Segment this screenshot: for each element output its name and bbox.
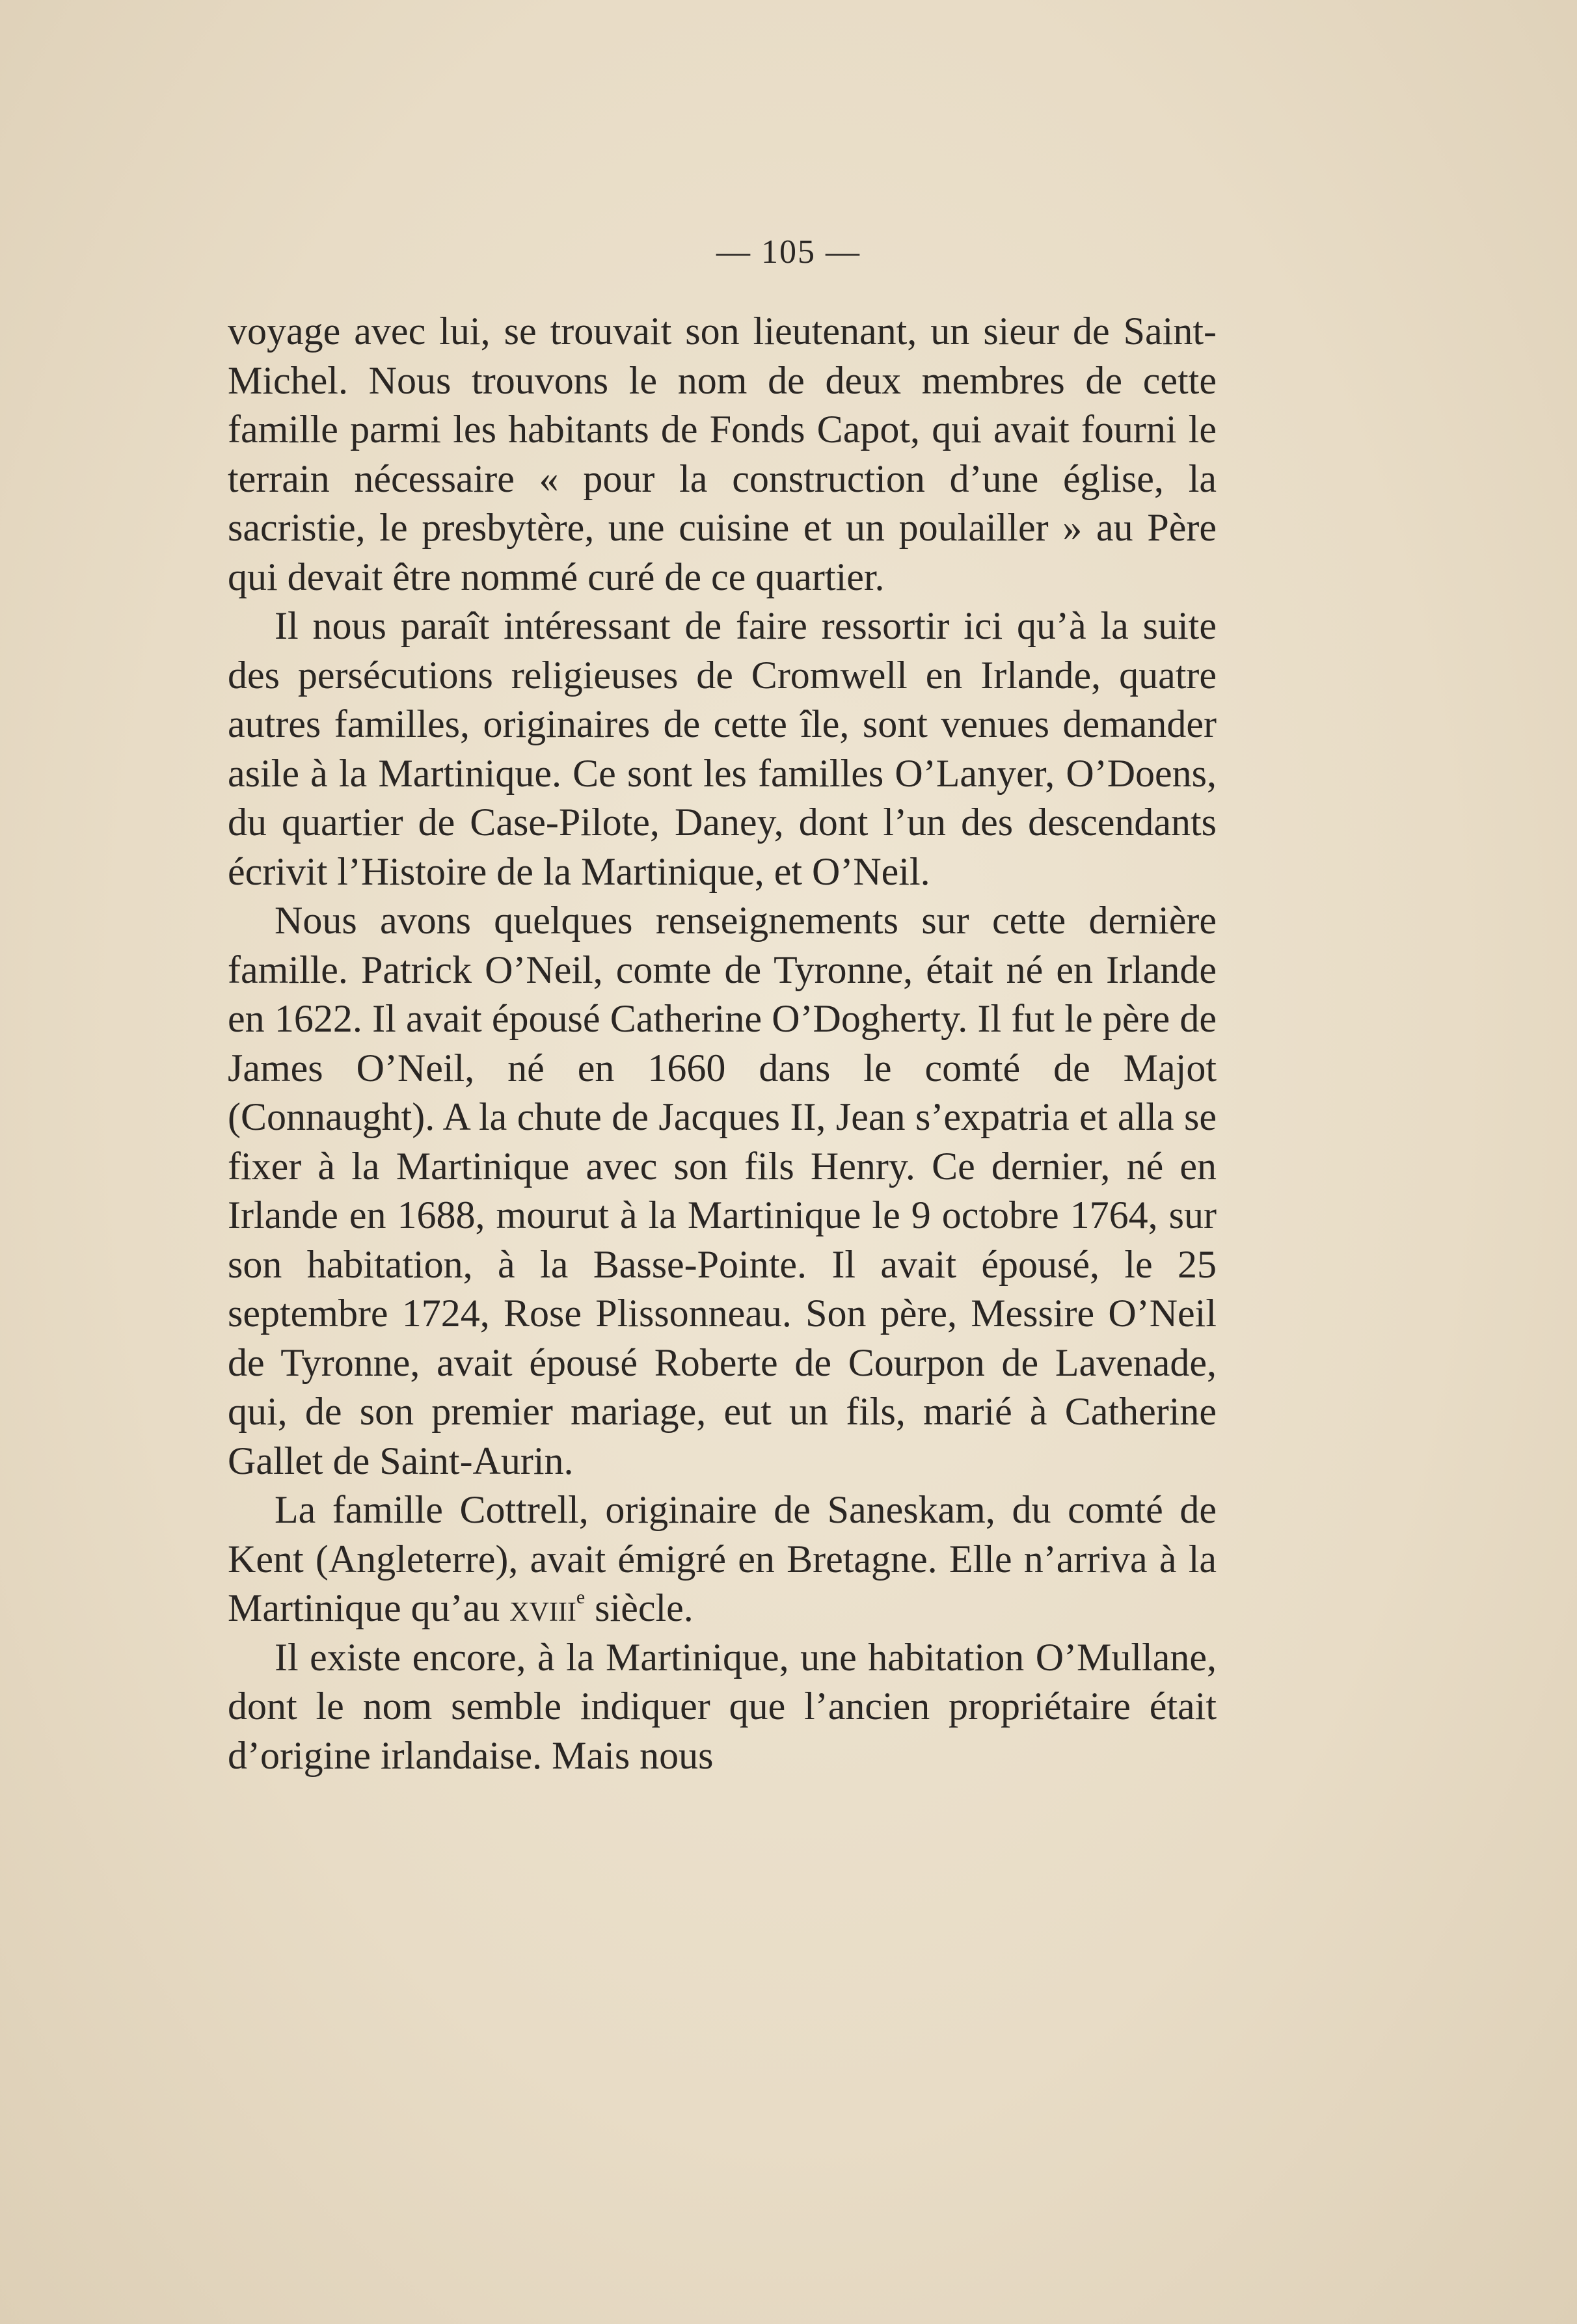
paragraph-4-text: La famille Cottrell, originaire de Saneskam, du comté de Kent (Angleterre), avait émigré en Bretagne. Elle n’arriva à la Martinique qu’au (228, 1488, 1217, 1629)
page-number: — 105 — (716, 234, 861, 271)
paragraph-2: Il nous paraît intéressant de faire ressortir ici qu’à la suite des persécutions religieuses de Cromwell en Irlande, quatre autres familles, originaires de cette île, sont venues demander asile à la Martinique. Ce sont les familles O’Lanyer, O’Doens, du quartier de Case-Pilote, Daney, dont l’un des descendants écrivit l’Histoire de la Martinique, et O’Neil. (228, 604, 1217, 893)
paragraph-5: Il existe encore, à la Martinique, une habitation O’Mullane, dont le nom semble indiquer que l’ancien propriétaire était d’origine irlandaise. Mais nous (228, 1635, 1217, 1777)
century-superscript: e (576, 1586, 586, 1608)
paragraph-4-end: siècle. (585, 1586, 694, 1629)
paragraph-3: Nous avons quelques renseignements sur cette dernière famille. Patrick O’Neil, comte de Tyronne, était né en Irlande en 1622. Il avait épousé Catherine O’Dogherty. Il fut le père de James O’Neil, né en 1660 dans le comté de Majot (Connaught). A la chute de Jacques II, Jean s’expatria et alla se fixer à la Martinique avec son fils Henry. Ce dernier, né en Irlande en 1688, mourut à la Martinique le 9 octobre 1764, sur son habitation, à la Basse-Pointe. Il avait épousé, le 25 septembre 1724, Rose Plissonneau. Son père, Messire O’Neil de Tyronne, avait épousé Roberte de Courpon de Lavenade, qui, de son premier mariage, eut un fils, marié à Catherine Gallet de Saint-Aurin. (228, 899, 1217, 1482)
paragraph-1: voyage avec lui, se trouvait son lieutenant, un sieur de Saint-Michel. Nous trouvons le nom de deux membres de cette famille parmi les habitants de Fonds Capot, qui avait fourni le terrain nécessaire « pour la construction d’une église, la sacristie, le presbytère, une cuisine et un poulailler » au Père qui devait être nommé curé de ce quartier. (228, 310, 1217, 598)
paragraph-4 (228, 1486, 1217, 1633)
body-text (228, 307, 1217, 1780)
century-numeral: xviii (509, 1586, 576, 1629)
